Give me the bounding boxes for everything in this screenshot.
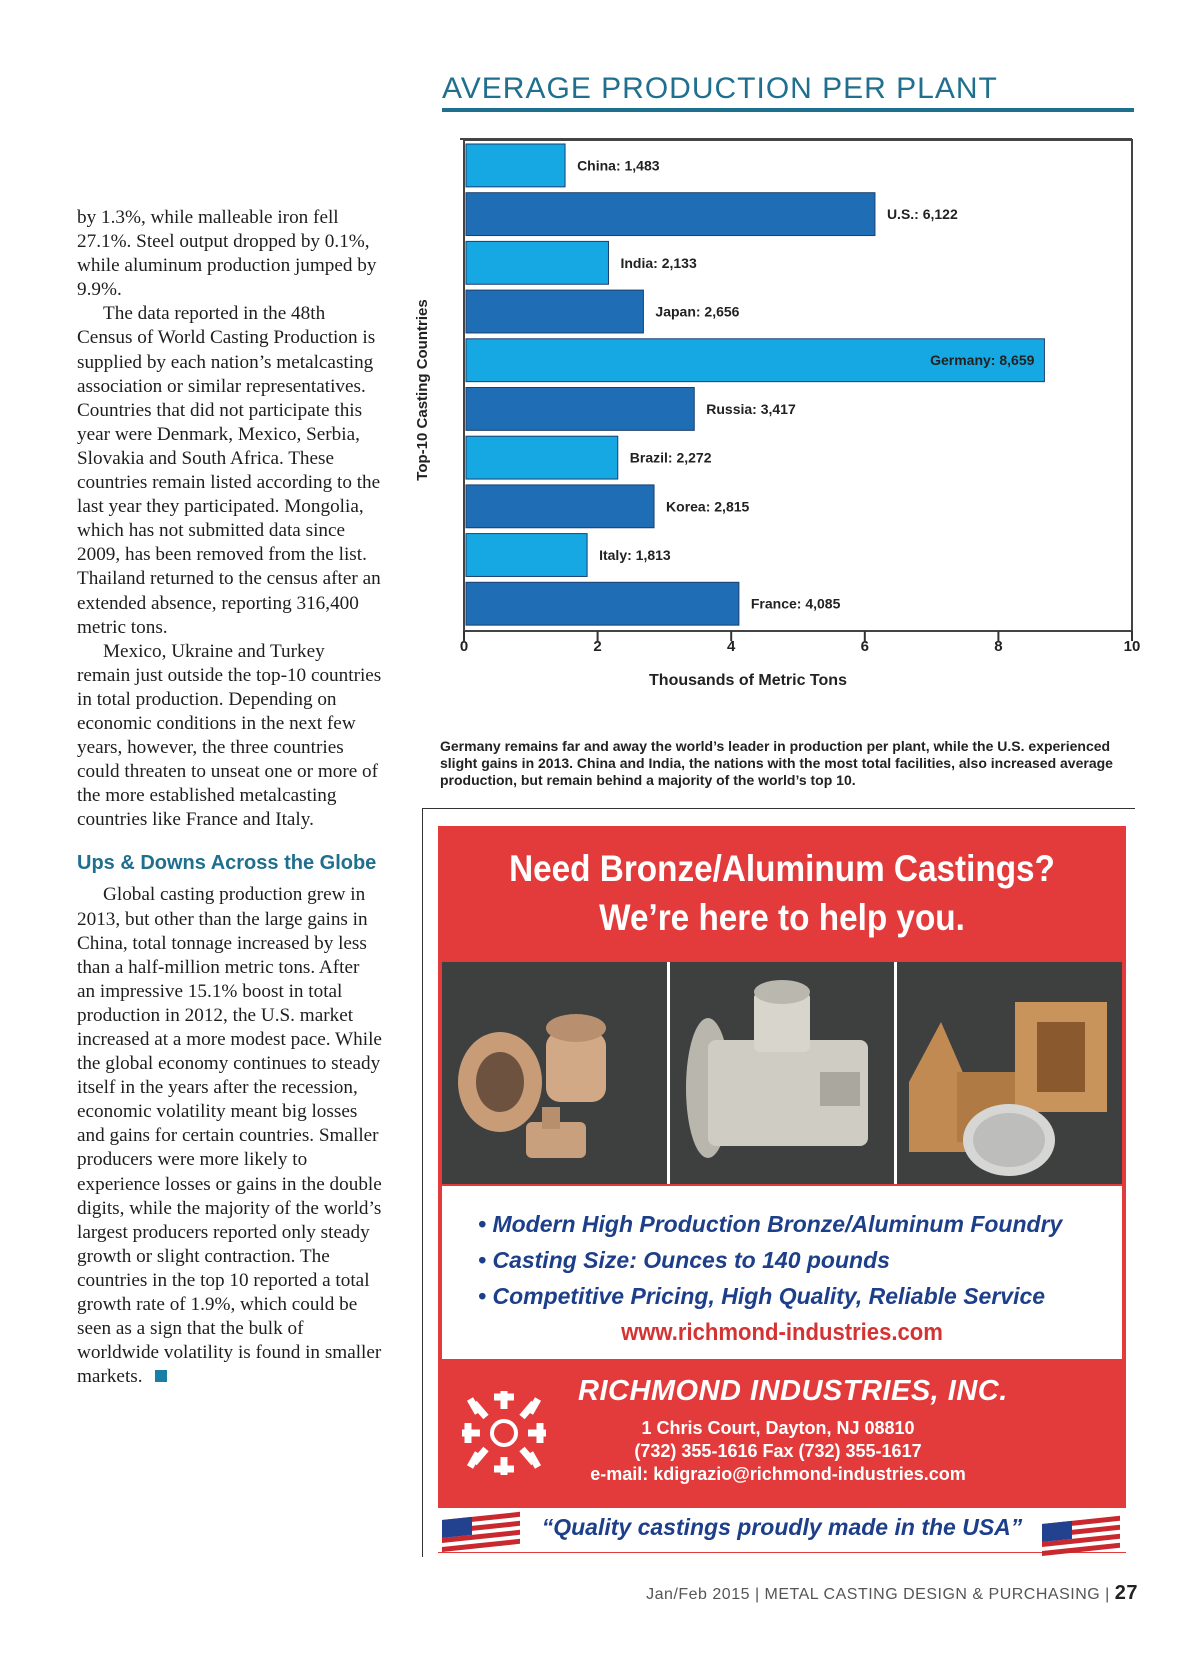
x-tick-label: 10 — [1123, 638, 1141, 655]
ad-bullet: • Modern High Production Bronze/Aluminum Foundry — [478, 1206, 1118, 1242]
us-flag-icon — [442, 1508, 524, 1552]
bar-brazil — [466, 436, 618, 479]
bar-japan — [466, 290, 643, 333]
bars-group — [466, 144, 1044, 625]
bar-label: China: 1,483 — [577, 157, 660, 174]
bar-france — [466, 582, 739, 625]
ad-website-link[interactable]: www.richmond-industries.com — [621, 1319, 943, 1346]
x-tick-label: 4 — [727, 638, 736, 655]
company-address: 1 Chris Court, Dayton, NJ 08810 — [641, 1418, 915, 1438]
bar-russia — [466, 388, 694, 431]
ad-bullet: • Casting Size: Ounces to 140 pounds — [478, 1242, 1118, 1278]
article-paragraph — [77, 883, 382, 1389]
article-paragraph-text: Global casting production grew in 2013, but other than the large gains in China, total tonnage increased by less than a half-million metric tons. After an impressive 15.1% boost in total production in 2012, the U.S. market increased at a more modest pace. While the global economy continues to steady itself in the years after the recession, economic volatility meant big losses and gains for certain countries. Smaller producers were more likely to experience losses or gains in the double digits, while the majority of the world’s largest producers reported only steady growth or slight contraction. The countries in the top 10 reported a total growth rate of 1.9%, which could be seen as a sign that the bulk of worldwide volatility is found in smaller markets. — [77, 884, 382, 1388]
tagline: “Quality castings proudly made in the USA” — [541, 1514, 1023, 1540]
bar-label: Korea: 2,815 — [666, 498, 750, 515]
bronze-parts-with-coin-photo — [897, 962, 1122, 1184]
x-tick-label: 8 — [994, 638, 1003, 655]
bar-label: Russia: 3,417 — [706, 400, 796, 417]
y-axis-label: Top-10 Casting Countries — [414, 299, 431, 481]
article-paragraph: The data reported in the 48th Census of World Casting Production is supplied by each nation’s metalcasting association or similar representatives. Countries that did not participate this year were Denmark, Mexico, Serbia, Slovakia and South Africa. These countries remain listed according to the last year they participated. Mongolia, which has not submitted data since 2009, has been removed from the list. Thailand returned to the census after an extended absence, reporting 316,400 metric tons. — [77, 303, 381, 638]
bar-label: Italy: 1,813 — [599, 547, 671, 564]
page-number: 27 — [1114, 1582, 1138, 1604]
x-tick-label: 2 — [593, 638, 602, 655]
company-phone: (732) 355-1616 Fax (732) 355-1617 — [634, 1441, 922, 1461]
bar-label: France: 4,085 — [750, 595, 841, 612]
bar-italy — [466, 534, 587, 577]
bronze-fittings-photo — [442, 962, 667, 1184]
bar-chart — [414, 138, 1141, 728]
x-tick-label: 0 — [459, 638, 469, 655]
figure-caption: Germany remains far and away the world’s leader in production per plant, while the U.S. experienced slight gains in 2013. China and India, the nations with the most total facilities, also increased average production, but remain behind a majority of the world’s top 10. — [440, 738, 1113, 788]
page-footer — [598, 1582, 1138, 1605]
article-paragraph: by 1.3%, while malleable iron fell 27.1%. Steel output dropped by 0.1%, while aluminum production jumped by 9.9%. — [77, 207, 377, 301]
bar-label: India: 2,133 — [620, 254, 697, 271]
ad-contact-block — [438, 1361, 1126, 1553]
footer-text: Jan/Feb 2015 | METAL CASTING DESIGN & PURCHASING | — [646, 1586, 1110, 1603]
bar-us — [466, 193, 875, 236]
x-axis-label: Thousands of Metric Tons — [649, 672, 847, 689]
article-paragraph: Mexico, Ukraine and Turkey remain just outside the top-10 countries in total production. Depending on economic conditions in the next few years, however, the three countries could threaten to unseat one or more of the more established metalcasting countries like France and Italy. — [77, 640, 382, 831]
end-mark-icon — [155, 1370, 167, 1382]
ad-info-panel — [442, 1186, 1122, 1359]
bar-korea — [466, 485, 654, 528]
bar-label: Brazil: 2,272 — [629, 449, 712, 466]
ad-bullet: • Competitive Pricing, High Quality, Reliable Service — [478, 1278, 1118, 1314]
bar-label: Germany: 8,659 — [930, 352, 1035, 369]
bar-china — [466, 144, 565, 187]
us-flag-icon — [1042, 1508, 1124, 1552]
ad-headline-line1: Need Bronze/Aluminum Castings? — [509, 848, 1055, 889]
figure-title: AVERAGE PRODUCTION PER PLANT — [442, 72, 1134, 112]
company-name: RICHMOND INDUSTRIES, INC. — [578, 1375, 1008, 1407]
bar-label: U.S.: 6,122 — [886, 206, 958, 223]
ad-headline-line2: We’re here to help you. — [599, 897, 965, 938]
bar-label: Japan: 2,656 — [655, 303, 740, 320]
ticks-group — [460, 631, 1141, 655]
company-email[interactable]: e-mail: kdigrazio@richmond-industries.com — [590, 1464, 966, 1484]
ad-bullet-list — [478, 1206, 1118, 1314]
tagline-bar — [438, 1508, 1126, 1552]
bar-india — [466, 241, 608, 284]
ad-headline — [472, 844, 1091, 942]
company-contact — [578, 1417, 978, 1486]
advertisement — [438, 826, 1126, 1553]
ad-photo-strip — [442, 962, 1122, 1184]
chart-svg — [414, 138, 1141, 728]
section-heading: Ups & Downs Across the Globe — [77, 852, 377, 875]
aluminum-casting-photo — [670, 962, 895, 1184]
article-column — [77, 206, 382, 1389]
x-tick-label: 6 — [860, 638, 869, 655]
richmond-logo-icon — [454, 1383, 554, 1483]
